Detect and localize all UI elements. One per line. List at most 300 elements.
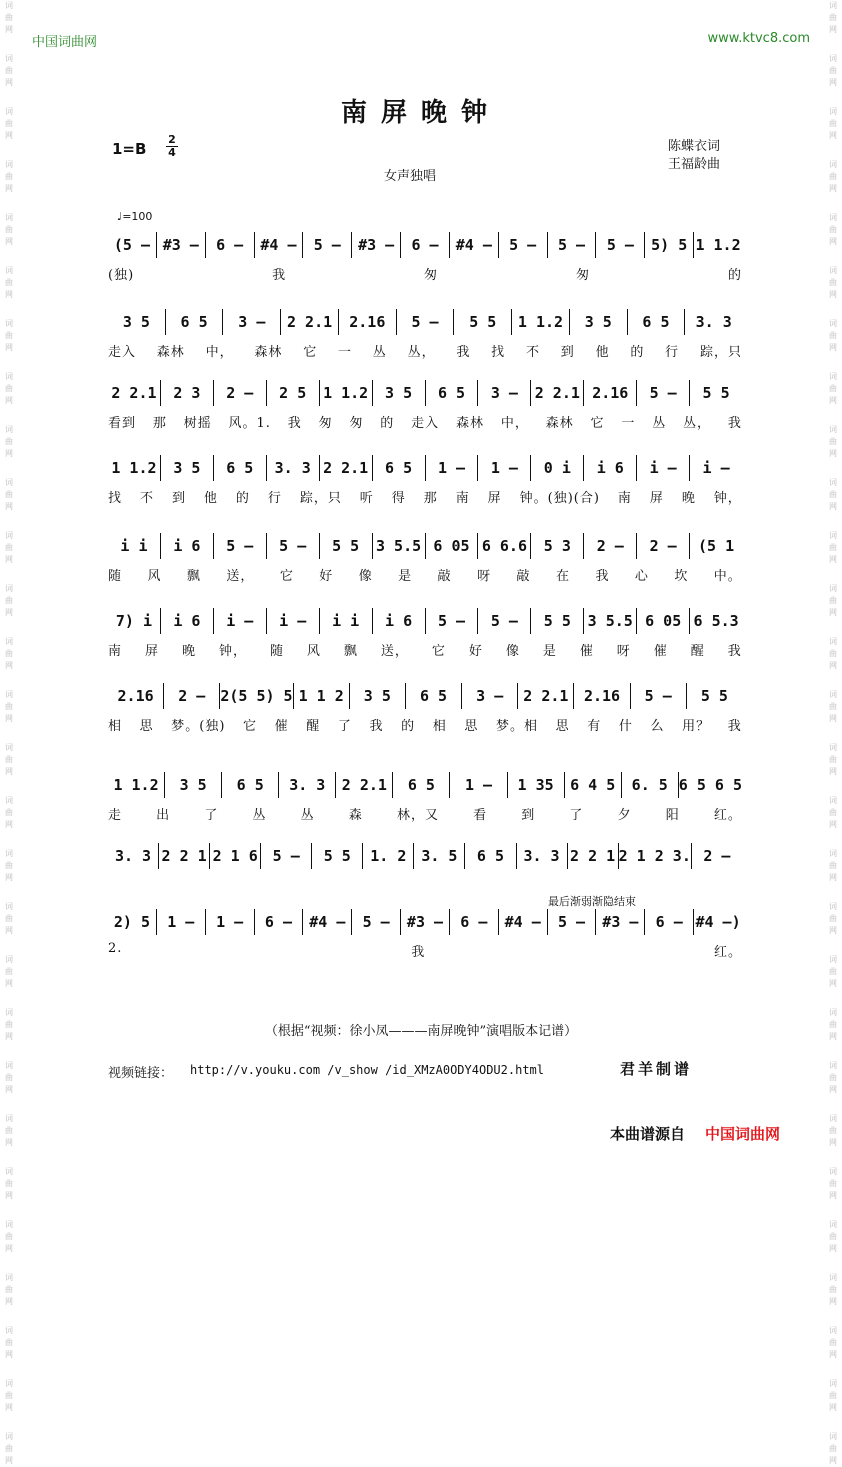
- measure: 2 3: [160, 380, 213, 406]
- lyric-syllable: 中。: [713, 569, 742, 584]
- lyric-syllable: 思: [139, 719, 154, 734]
- measure: 6 5: [425, 380, 478, 406]
- lyric-syllable: 我: [595, 569, 610, 584]
- lyric-syllable: 催: [274, 719, 289, 734]
- watermark-mark: 词曲网: [5, 54, 13, 87]
- measure: 6 –: [644, 909, 693, 935]
- lyric-syllable: 的: [727, 268, 742, 283]
- lyric-syllable: 丛: [252, 808, 267, 823]
- watermark-mark: 词曲网: [829, 902, 837, 935]
- lyric-syllable: 的: [380, 416, 395, 431]
- lyric-syllable: 看: [473, 808, 488, 823]
- measure: 5 –: [396, 309, 454, 335]
- lyric-syllable: 南: [617, 491, 632, 506]
- watermark-mark: 词曲网: [829, 1008, 837, 1041]
- measure: 2 2.1: [335, 772, 392, 798]
- measure: 1 –: [205, 909, 254, 935]
- watermark-mark: 词曲网: [829, 107, 837, 140]
- watermark-mark: 词曲网: [5, 1, 13, 34]
- lyric-syllable: 什: [618, 719, 633, 734]
- lyric-syllable: 敲: [516, 569, 531, 584]
- measure: 5) 5: [644, 232, 693, 258]
- measure: 0 i: [530, 455, 583, 481]
- lyric-syllable: 有: [587, 719, 602, 734]
- lyric-syllable: 丛: [372, 345, 387, 360]
- lyric-syllable: 红。: [713, 808, 742, 823]
- key-signature: 1=B: [112, 140, 147, 158]
- lyric-syllable: 找: [108, 491, 123, 506]
- lyric-syllable: 森: [348, 808, 363, 823]
- lyric-syllable: 出: [156, 808, 171, 823]
- watermark-mark: 词曲网: [5, 849, 13, 882]
- lyric-syllable: 找: [491, 345, 506, 360]
- watermark-mark: 词曲网: [5, 1432, 13, 1465]
- lyric-syllable: 的: [401, 719, 416, 734]
- measure: 5 5: [686, 683, 742, 709]
- lyric-syllable: 我: [287, 416, 302, 431]
- watermark-mark: 词曲网: [829, 849, 837, 882]
- lyric-syllable: 的: [630, 345, 645, 360]
- watermark-mark: 词曲网: [829, 531, 837, 564]
- measure: 5 5: [453, 309, 511, 335]
- measure: #3 –: [351, 232, 400, 258]
- score-system: [108, 232, 742, 283]
- lyric-syllable: 南: [108, 644, 123, 659]
- lyric-syllable: 心: [634, 569, 649, 584]
- lyric-syllable: 钟。(独)(合): [519, 491, 600, 506]
- lyric-syllable: 送，: [226, 569, 255, 584]
- watermark-mark: 词曲网: [5, 1220, 13, 1253]
- lyric-syllable: 钟，: [713, 491, 742, 506]
- watermark-mark: 词曲网: [5, 266, 13, 299]
- watermark-mark: 词曲网: [829, 1061, 837, 1094]
- lyric-syllable: 我: [727, 719, 742, 734]
- score-system: [108, 772, 742, 823]
- measure: 6 –: [400, 232, 449, 258]
- measure: 5 5: [311, 843, 362, 869]
- lyric-syllable: 是: [398, 569, 413, 584]
- lyric-syllable: 了: [569, 808, 584, 823]
- watermark-mark: 词曲网: [829, 584, 837, 617]
- measure: 3. 3: [266, 455, 319, 481]
- measure: i –: [689, 455, 742, 481]
- measure: 1 1.2: [113, 776, 159, 794]
- lyric-syllable: 敲: [437, 569, 452, 584]
- watermark-mark: 词曲网: [829, 213, 837, 246]
- watermark-mark: 词曲网: [829, 690, 837, 723]
- lyric-syllable: 森林: [156, 345, 185, 360]
- measure: 2 2.1: [111, 384, 157, 402]
- measure: 6 5: [372, 455, 425, 481]
- watermark-mark: 词曲网: [829, 1432, 837, 1465]
- lyric-syllable: 醒: [306, 719, 321, 734]
- measure: (5 1: [689, 533, 742, 559]
- watermark-mark: 词曲网: [5, 1326, 13, 1359]
- meter-top: 2: [168, 133, 176, 146]
- lyric-syllable: 森林: [455, 416, 484, 431]
- lyric-syllable: 飘: [343, 644, 358, 659]
- lyric-syllable: 坎: [674, 569, 689, 584]
- measure: 3 5: [569, 309, 627, 335]
- watermark-mark: 词曲网: [5, 902, 13, 935]
- lyric-syllable: 风。1.: [228, 416, 271, 431]
- watermark-mark: 词曲网: [829, 743, 837, 776]
- measure: 3 –: [477, 380, 530, 406]
- watermark-mark: 词曲网: [5, 425, 13, 458]
- score-system: [108, 533, 742, 584]
- site-name-left[interactable]: 中国词曲网: [32, 35, 98, 50]
- measure: 6 5: [627, 309, 685, 335]
- meter-bottom: 4: [166, 146, 178, 159]
- measure: 2 –: [213, 380, 266, 406]
- lyric-syllable: 好: [319, 569, 334, 584]
- measure: 2 2.1: [280, 309, 338, 335]
- lyric-syllable: 听: [359, 491, 374, 506]
- measure: #4 –: [254, 232, 303, 258]
- notes-row: [108, 533, 742, 559]
- lyric-syllable: 随: [269, 644, 284, 659]
- lyric-line: [108, 341, 742, 360]
- measure: 1 1.2: [111, 459, 157, 477]
- lyric-syllable: 森林: [545, 416, 574, 431]
- score-system: [108, 309, 742, 360]
- watermark-mark: 词曲网: [5, 319, 13, 352]
- lyric-line: [108, 804, 742, 823]
- notes-row: [108, 309, 742, 335]
- voice-type: 女声独唱: [384, 169, 437, 184]
- lyric-line: [108, 487, 742, 506]
- score-system: [108, 843, 742, 875]
- measure: 1. 2: [362, 843, 413, 869]
- measure: 3 5: [160, 455, 213, 481]
- measure: 3. 3: [278, 772, 335, 798]
- lyric-syllable: 的: [235, 491, 250, 506]
- measure: i i: [120, 537, 148, 555]
- notes-row: [108, 909, 742, 935]
- measure: 3. 5: [413, 843, 464, 869]
- lyric-syllable: 行: [665, 345, 680, 360]
- score-system: [108, 455, 742, 506]
- measure: 2 5: [266, 380, 319, 406]
- lyric-syllable: 思: [555, 719, 570, 734]
- measure: i 6: [160, 533, 213, 559]
- site-url-right[interactable]: www.ktvc8.com: [707, 31, 810, 46]
- lyric-syllable: 飘: [186, 569, 201, 584]
- measure: 2 –: [636, 533, 689, 559]
- lyric-syllable: 匆: [349, 416, 364, 431]
- lyric-syllable: 它: [303, 345, 318, 360]
- lyric-syllable: 它: [431, 644, 446, 659]
- measure: 6 5: [405, 683, 461, 709]
- lyric-syllable: 林，又: [396, 808, 439, 823]
- lyric-syllable: 看到: [108, 416, 137, 431]
- lyric-syllable: 走: [108, 808, 123, 823]
- measure: #4 –): [693, 909, 742, 935]
- lyric-line: [108, 264, 742, 283]
- measure: 6 05: [636, 608, 689, 634]
- watermark-mark: 词曲网: [5, 372, 13, 405]
- measure: 1 –: [449, 772, 506, 798]
- lyric-syllable: 在: [555, 569, 570, 584]
- lyric-syllable: 呀: [616, 644, 631, 659]
- measure: 5 –: [266, 533, 319, 559]
- lyric-syllable: 送，: [380, 644, 409, 659]
- measure: 3 5: [349, 683, 405, 709]
- measure: #3 –: [595, 909, 644, 935]
- engraver-seal: 君羊制谱: [620, 1060, 693, 1078]
- watermark-mark: 词曲网: [829, 796, 837, 829]
- measure: 1 35: [507, 772, 564, 798]
- lyric-syllable: 相: [432, 719, 447, 734]
- measure: (5 –: [113, 236, 150, 254]
- lyric-syllable: 那: [152, 416, 167, 431]
- lyric-syllable: 踪，只: [699, 345, 742, 360]
- watermark-mark: 词曲网: [829, 637, 837, 670]
- measure: 3 5: [372, 380, 425, 406]
- lyric-syllable: 是: [542, 644, 557, 659]
- lyric-syllable: 踪，只: [299, 491, 342, 506]
- measure: 6. 5: [621, 772, 678, 798]
- lyric-syllable: 中，: [500, 416, 529, 431]
- footer-text: 本曲谱源自: [610, 1125, 686, 1143]
- measure: 5 –: [302, 232, 351, 258]
- lyric-syllable: 催: [579, 644, 594, 659]
- notes-row: [108, 232, 742, 258]
- source-note: （根据“视频：徐小凤———南屏晚钟”演唱版本记谱）: [264, 1024, 578, 1039]
- score-system: [108, 909, 742, 960]
- measure: 2 1 2 3.: [618, 843, 691, 869]
- lyric-line: [108, 941, 742, 960]
- measure: 1 1.2: [693, 232, 742, 258]
- watermark-mark: 词曲网: [5, 1008, 13, 1041]
- measure: 6 –: [205, 232, 254, 258]
- lyric-syllable: 中，: [205, 345, 234, 360]
- measure: #4 –: [302, 909, 351, 935]
- tempo-mark: ♩=100: [117, 210, 153, 223]
- lyric-syllable: 屏: [487, 491, 502, 506]
- lyric-syllable: 醒: [690, 644, 705, 659]
- lyric-syllable: 晚: [681, 491, 696, 506]
- video-link[interactable]: http://v.youku.com /v_show /id_XMzA0ODY4ODU2.html: [190, 1063, 545, 1077]
- lyric-syllable: 丛: [652, 416, 667, 431]
- watermark-mark: 词曲网: [829, 1220, 837, 1253]
- lyric-syllable: 到: [560, 345, 575, 360]
- watermark-mark: 词曲网: [5, 637, 13, 670]
- lyric-syllable: 么: [650, 719, 665, 734]
- credits: [668, 138, 720, 174]
- watermark-left: [0, 0, 18, 1465]
- measure: 6 6.6: [477, 533, 530, 559]
- measure: i –: [213, 608, 266, 634]
- watermark-mark: 词曲网: [829, 266, 837, 299]
- lyric-syllable: 它: [279, 569, 294, 584]
- watermark-mark: 词曲网: [5, 743, 13, 776]
- notes-row: [108, 380, 742, 406]
- watermark-mark: 词曲网: [5, 796, 13, 829]
- watermark-mark: 词曲网: [5, 160, 13, 193]
- lyric-syllable: 风: [147, 569, 162, 584]
- composer: 王福龄曲: [668, 157, 721, 172]
- lyric-syllable: 梦。相: [496, 719, 539, 734]
- footer: [610, 1123, 780, 1144]
- footer-brand[interactable]: 中国词曲网: [705, 1125, 781, 1143]
- lyric-syllable: 屏: [649, 491, 664, 506]
- lyric-syllable: 屏: [144, 644, 159, 659]
- watermark-mark: 词曲网: [5, 1273, 13, 1306]
- measure: 3 5.5: [372, 533, 425, 559]
- measure: 5 5: [689, 380, 742, 406]
- measure: 2.16: [583, 380, 636, 406]
- measure: 5 –: [260, 843, 311, 869]
- measure: 5 –: [547, 232, 596, 258]
- measure: 3 5: [164, 772, 221, 798]
- watermark-mark: 词曲网: [829, 1, 837, 34]
- lyric-syllable: 走入: [108, 345, 137, 360]
- measure: 2(5 5) 5: [219, 683, 292, 709]
- measure: i i: [319, 608, 372, 634]
- watermark-mark: 词曲网: [5, 531, 13, 564]
- measure: 2.16: [573, 683, 629, 709]
- lyric-syllable: (独): [108, 268, 135, 283]
- measure: 5 –: [636, 380, 689, 406]
- lyric-syllable: 晚: [181, 644, 196, 659]
- lyric-syllable: 我: [272, 268, 287, 283]
- measure: 5 –: [498, 232, 547, 258]
- measure: i –: [636, 455, 689, 481]
- score-system: [108, 683, 742, 734]
- measure: 6 5: [165, 309, 223, 335]
- video-link-label: 视频链接：: [108, 1066, 174, 1081]
- lyric-syllable: 我: [369, 719, 384, 734]
- watermark-mark: 词曲网: [829, 1114, 837, 1147]
- lyric-syllable: 丛，: [683, 416, 712, 431]
- lyric-syllable: 像: [505, 644, 520, 659]
- measure: 6 5: [221, 772, 278, 798]
- measure: 1 1 2: [293, 683, 349, 709]
- measure: 3. 3: [684, 309, 742, 335]
- lyric-syllable: 钟，: [218, 644, 247, 659]
- measure: 2 2 1: [158, 843, 209, 869]
- lyric-syllable: 思: [464, 719, 479, 734]
- lyric-syllable: 催: [653, 644, 668, 659]
- lyric-syllable: 南: [455, 491, 470, 506]
- measure: 2 –: [583, 533, 636, 559]
- measure: i 6: [583, 455, 636, 481]
- measure: 1 –: [425, 455, 478, 481]
- measure: 5 5: [319, 533, 372, 559]
- measure: 6 5: [213, 455, 266, 481]
- lyric-syllable: 我: [411, 945, 426, 960]
- measure: 2 2.1: [319, 455, 372, 481]
- lyric-syllable: 呀: [477, 569, 492, 584]
- lyric-syllable: 匆: [576, 268, 591, 283]
- watermark-mark: 词曲网: [829, 160, 837, 193]
- watermark-mark: 词曲网: [829, 955, 837, 988]
- measure: 6 5 6 5: [678, 772, 742, 798]
- measure: 2 1 6: [209, 843, 260, 869]
- measure: 5 3: [530, 533, 583, 559]
- lyric-syllable: 像: [358, 569, 373, 584]
- measure: 6 5: [464, 843, 515, 869]
- measure: 3 –: [222, 309, 280, 335]
- measure: 2 2.1: [530, 380, 583, 406]
- measure: 2 2.1: [517, 683, 573, 709]
- lyric-syllable: 森林: [254, 345, 283, 360]
- measure: 3 –: [461, 683, 517, 709]
- lyric-syllable: 得: [391, 491, 406, 506]
- lyric-syllable: 了: [204, 808, 219, 823]
- watermark-mark: 词曲网: [829, 54, 837, 87]
- lyric-syllable: 我: [727, 644, 742, 659]
- lyric-syllable: 匆: [424, 268, 439, 283]
- watermark-mark: 词曲网: [5, 1114, 13, 1147]
- lyric-line: [108, 565, 742, 584]
- watermark-mark: 词曲网: [5, 1379, 13, 1412]
- lyric-syllable: 用？: [682, 719, 711, 734]
- measure: i 6: [372, 608, 425, 634]
- lyric-syllable: 2.: [108, 941, 123, 956]
- lyric-syllable: 到: [171, 491, 186, 506]
- watermark-mark: 词曲网: [5, 107, 13, 140]
- lyric-syllable: 那: [423, 491, 438, 506]
- lyric-syllable: 到: [521, 808, 536, 823]
- measure: 7) i: [115, 612, 153, 630]
- measure: 3 5.5: [583, 608, 636, 634]
- watermark-mark: 词曲网: [5, 213, 13, 246]
- measure: #3 –: [400, 909, 449, 935]
- measure: 6 5.3: [689, 608, 742, 634]
- lyric-syllable: 它: [590, 416, 605, 431]
- watermark-mark: 词曲网: [829, 1273, 837, 1306]
- lyric-syllable: 树摇: [183, 416, 212, 431]
- measure: 5 5: [530, 608, 583, 634]
- measure: #4 –: [498, 909, 547, 935]
- measure: 5 –: [547, 909, 596, 935]
- lyric-line: [108, 715, 742, 734]
- lyric-syllable: 相: [108, 719, 123, 734]
- lyric-syllable: 不: [139, 491, 154, 506]
- measure: 5 –: [213, 533, 266, 559]
- measure: 6 –: [449, 909, 498, 935]
- measure: 1 –: [477, 455, 530, 481]
- measure: 5 –: [351, 909, 400, 935]
- score-system: [108, 380, 742, 431]
- measure: 6 5: [392, 772, 449, 798]
- lyric-syllable: 一: [621, 416, 636, 431]
- watermark-mark: 词曲网: [829, 1167, 837, 1200]
- notes-row: [108, 772, 742, 798]
- time-signature: [166, 134, 178, 159]
- watermark-mark: 词曲网: [5, 584, 13, 617]
- measure: 2.16: [117, 687, 154, 705]
- lyric-syllable: 夕: [617, 808, 632, 823]
- lyric-syllable: 匆: [318, 416, 333, 431]
- lyric-syllable: 它: [243, 719, 258, 734]
- measure: #3 –: [156, 232, 205, 258]
- watermark-mark: 词曲网: [829, 372, 837, 405]
- measure: 3. 3: [516, 843, 567, 869]
- lyric-syllable: 好: [468, 644, 483, 659]
- score-system: [108, 608, 742, 659]
- measure: 1 –: [156, 909, 205, 935]
- measure: 2) 5: [113, 913, 150, 931]
- lyric-syllable: 走入: [411, 416, 440, 431]
- measure: 2 –: [163, 683, 219, 709]
- measure: i –: [266, 608, 319, 634]
- song-title: 南屏晚钟: [340, 98, 501, 128]
- lyric-syllable: 我: [456, 345, 471, 360]
- lyric-syllable: 丛，: [407, 345, 436, 360]
